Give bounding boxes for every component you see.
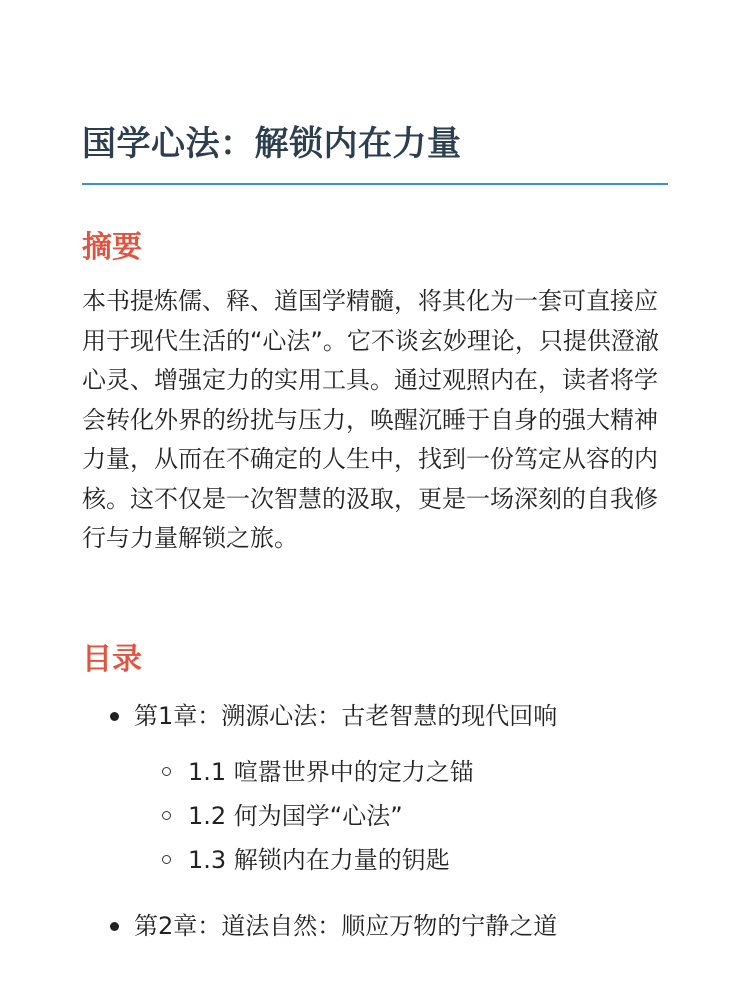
toc-section-1-2	[82, 794, 682, 838]
hollow-bullet-icon	[162, 767, 171, 776]
toc-section-1-1-label: 1.1 喧嚣世界中的定力之锚	[188, 758, 474, 786]
toc-chapter-1	[82, 696, 682, 736]
toc-section-1-3-label: 1.3 解锁内在力量的钥匙	[188, 846, 450, 874]
toc-heading: 目录	[82, 642, 142, 677]
toc-chapter-2	[82, 906, 682, 946]
title-divider	[82, 183, 668, 185]
bullet-icon	[110, 712, 119, 721]
toc-chapter-1-label: 第1章：溯源心法：古老智慧的现代回响	[134, 702, 558, 730]
table-of-contents	[82, 696, 682, 946]
toc-chapter-2-label: 第2章：道法自然：顺应万物的宁静之道	[134, 912, 558, 940]
bullet-icon	[110, 922, 119, 931]
toc-chapter-1-sections	[82, 750, 682, 882]
page-title: 国学心法：解锁内在力量	[82, 124, 462, 164]
toc-section-1-2-label: 1.2 何为国学“心法”	[188, 802, 403, 830]
toc-section-1-1	[82, 750, 682, 794]
hollow-bullet-icon	[162, 811, 171, 820]
toc-chapter-1-sections-wrapper	[82, 750, 682, 882]
abstract-heading: 摘要	[82, 230, 142, 265]
abstract-text: 本书提炼儒、释、道国学精髓，将其化为一套可直接应用于现代生活的“心法”。它不谈玄妙理论，只提供澄澈心灵、增强定力的实用工具。通过观照内在，读者将学会转化外界的纷扰与压力，唤醒沉睡于自身的强大精神力量，从而在不确定的人生中，找到一份笃定从容的内核。这不仅是一次智慧的汲取，更是一场深刻的自我修行与力量解锁之旅。	[82, 287, 659, 552]
hollow-bullet-icon	[162, 855, 171, 864]
toc-section-1-3	[82, 838, 682, 882]
